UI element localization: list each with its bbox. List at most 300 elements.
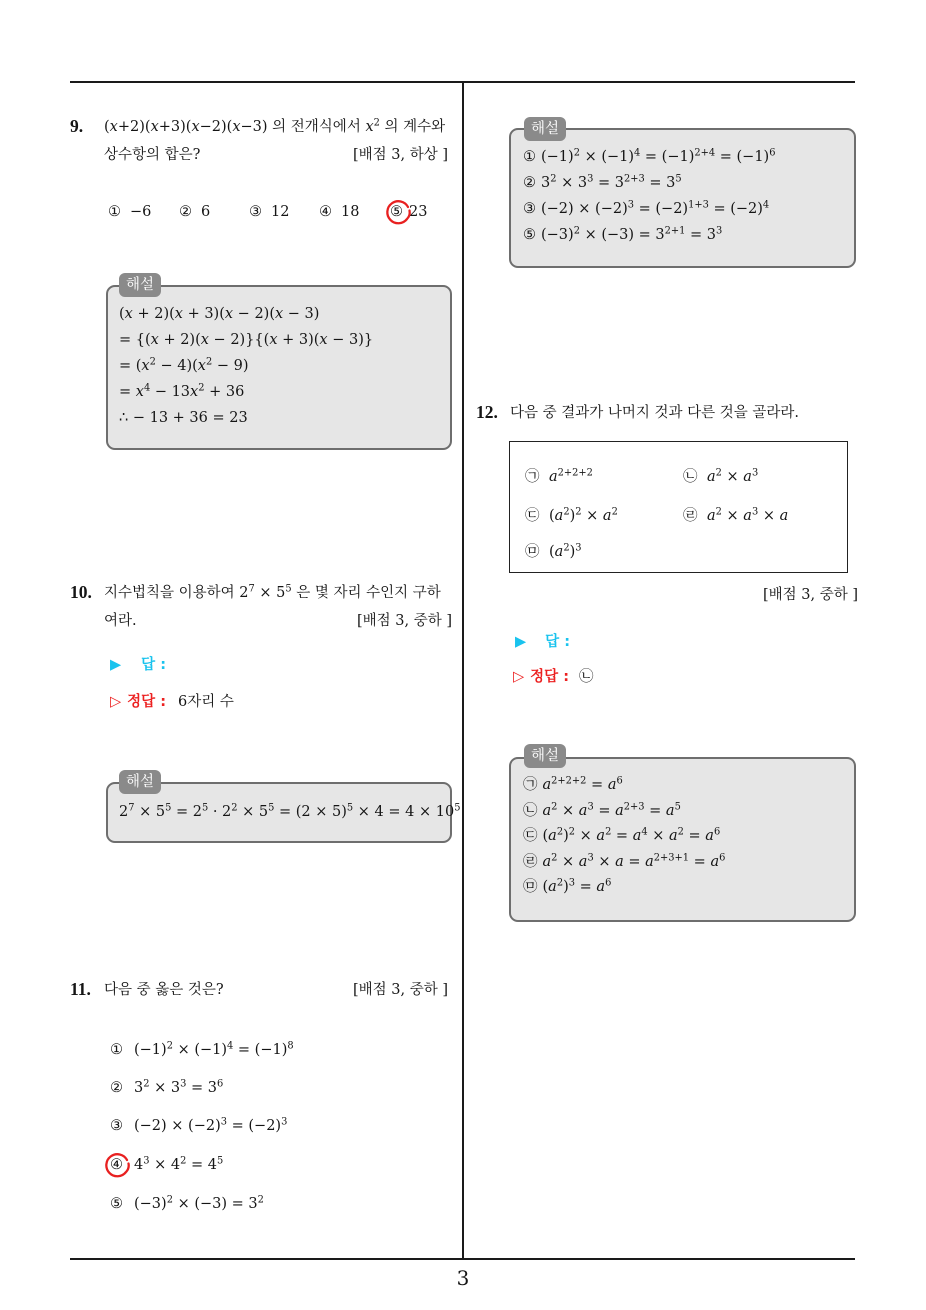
math-exponent: 2 (231, 802, 238, 814)
math-text: = (623, 853, 646, 870)
math-exponent: 2 (166, 1040, 173, 1052)
line-mark: ② (523, 175, 536, 191)
math-exponent: 3 (587, 173, 594, 185)
math-text: 3 (134, 1080, 144, 1096)
math-exponent: 2+3+1 (653, 852, 690, 864)
math-variable: x (365, 119, 374, 135)
math-variable: x (269, 332, 278, 348)
math-text: × (−3) = 3 (579, 227, 665, 243)
math-exponent: 2 (198, 382, 205, 394)
solution-line (523, 875, 843, 901)
math-text: × 5 (134, 804, 166, 820)
choice-mark: ③ (110, 1118, 123, 1134)
problem-9-choice-4 (319, 202, 359, 222)
choice-expression (134, 1042, 294, 1058)
problem-12-item-1 (525, 467, 593, 487)
math-text: × 4 = 4 × 10 (353, 804, 455, 820)
math-exponent: 4 (143, 382, 151, 394)
math-exponent: 5 (675, 173, 682, 185)
line-mark: ㉤ (523, 879, 538, 895)
solution-line (523, 170, 843, 196)
math-text: = 2 (171, 804, 202, 820)
answer-label: 답 : (545, 634, 571, 650)
math-variable: a (710, 853, 720, 870)
problem-12-answer-row (515, 632, 570, 652)
math-exponent: 4 (641, 826, 648, 838)
math-text: = (−1) (715, 149, 770, 165)
math-text: = (−2) (634, 201, 689, 217)
correct-answer-value: ㉡ (579, 669, 594, 685)
math-text: × 5 (237, 804, 269, 820)
math-text: × (647, 828, 669, 844)
math-variable: x (319, 332, 328, 348)
bottom-rule (70, 1258, 855, 1260)
item-expression (549, 469, 593, 485)
problem-11-choice-2 (110, 1078, 223, 1098)
math-exponent: 2 (149, 356, 156, 368)
problem-10-question-line-1 (104, 583, 441, 603)
solution-line (119, 327, 439, 353)
math-text: − 13 (150, 384, 191, 400)
math-text: ( (542, 879, 549, 895)
math-text: × 3 (556, 175, 588, 191)
math-text: = (−1) (233, 1042, 288, 1058)
line-expression (541, 175, 682, 191)
math-exponent: 3 (180, 1078, 187, 1090)
math-text: − 3) (283, 306, 320, 322)
math-exponent: 3 (751, 467, 759, 479)
item-mark: ㉡ (683, 469, 698, 485)
problem-12-question: 다음 중 결과가 나머지 것과 다른 것을 골라라. (510, 405, 799, 421)
item-mark: ㉠ (525, 469, 540, 485)
math-exponent: 3 (716, 225, 723, 237)
line-expression (543, 803, 681, 819)
correct-answer-label: 정답 : (530, 669, 570, 685)
math-text: × 3 (149, 1080, 181, 1096)
choice-mark: ① (108, 204, 121, 220)
math-text: = (−2) (708, 201, 763, 217)
problem-12-solution-label: 해설 (524, 744, 566, 768)
math-exponent: 3 (568, 877, 576, 889)
correct-answer-arrow-icon: ▷ (513, 669, 525, 685)
math-text: × 4 (149, 1157, 181, 1173)
line-mark: ③ (523, 201, 536, 217)
math-variable: a (707, 469, 716, 485)
math-text: ) (569, 508, 576, 524)
math-exponent: 7 (248, 583, 255, 595)
math-exponent: 1+3 (688, 199, 709, 211)
math-text: 3 (541, 175, 551, 191)
math-text: × (−3) = 3 (172, 1196, 258, 1212)
math-text: = 3 (593, 175, 624, 191)
math-text: · 2 (208, 804, 232, 820)
item-expression (707, 508, 788, 524)
choice-mark: ① (110, 1042, 123, 1058)
solution-line (119, 799, 461, 825)
problem-11-choice-3 (110, 1116, 287, 1136)
math-text: = (593, 802, 616, 819)
math-text: + 2)( (158, 332, 201, 348)
red-answer-circle-icon (102, 1150, 132, 1180)
choice-value: 12 (271, 204, 290, 220)
math-exponent: 2+2+2 (551, 775, 587, 787)
math-exponent: 2 (143, 1078, 150, 1090)
math-text: = (611, 828, 633, 844)
math-exponent: 2 (677, 826, 684, 838)
math-exponent: 3 (587, 852, 594, 864)
problem-12-item-2 (683, 467, 758, 487)
answer-arrow-icon: ▶ (110, 657, 122, 673)
math-exponent: 6 (769, 147, 776, 159)
math-text: × (575, 828, 597, 844)
math-exponent: 6 (713, 826, 721, 838)
math-text: = ( (119, 358, 142, 374)
math-variable: x (275, 306, 284, 322)
math-variable: x (150, 119, 159, 135)
line-expression (543, 879, 612, 895)
math-variable: x (224, 306, 234, 322)
math-text: × 5 (254, 585, 286, 601)
page-number: 3 (456, 1266, 470, 1290)
math-exponent: 3 (627, 199, 635, 211)
math-variable: x (191, 119, 200, 135)
math-exponent: 2 (575, 506, 582, 518)
item-mark: ㉤ (525, 544, 540, 560)
choice-mark: ⑤ (390, 204, 403, 220)
math-variable: x (232, 119, 241, 135)
math-text: = (586, 777, 608, 793)
math-exponent: 3 (575, 542, 582, 554)
math-exponent: 2 (563, 542, 570, 554)
math-variable: a (542, 853, 552, 870)
problem-12-number: 12. (476, 402, 498, 422)
math-text: + 3)( (182, 306, 225, 322)
math-exponent: 6 (719, 852, 726, 864)
correct-answer-value: 6자리 수 (178, 694, 234, 710)
problem-10-score: [배점 3, 중하 ] (356, 613, 452, 629)
math-exponent: 8 (287, 1040, 294, 1052)
math-variable: a (549, 469, 558, 485)
math-variable: a (607, 777, 617, 793)
line-expression (543, 777, 623, 793)
line-mark: ㉡ (523, 802, 538, 819)
math-text: = (644, 802, 666, 819)
math-text: = (683, 828, 706, 844)
math-text: × (−1) (579, 149, 635, 165)
math-variable: x (197, 358, 206, 374)
math-text: ) (563, 828, 569, 844)
line-mark: ⑤ (523, 227, 536, 243)
math-variable: a (554, 508, 564, 524)
math-exponent: 2 (573, 147, 580, 159)
choice-expression (134, 1196, 264, 1212)
math-variable: a (707, 508, 716, 524)
problem-11-choice-5 (110, 1194, 264, 1214)
item-mark: ㉣ (683, 508, 698, 524)
math-text: (−1) (541, 149, 574, 165)
math-variable: a (743, 508, 752, 524)
math-exponent: 2 (573, 225, 580, 237)
problem-11-question: 다음 중 옳은 것은? (104, 982, 224, 998)
math-exponent: 3 (587, 801, 594, 813)
math-text: 4 (134, 1157, 144, 1173)
math-exponent: 2+1 (664, 225, 686, 237)
math-variable: a (554, 544, 564, 560)
math-text: × (−1) (172, 1042, 228, 1058)
line-expression (541, 149, 775, 165)
math-text: = 4 (186, 1157, 217, 1173)
math-text: + 3)( (277, 332, 320, 348)
solution-line (523, 824, 843, 850)
math-exponent: 5 (454, 802, 461, 814)
math-text: (−2) × (−2) (541, 201, 628, 217)
problem-12-correct-answer-row (513, 667, 594, 687)
math-text: = (−2) (227, 1118, 282, 1134)
math-exponent: 3 (751, 506, 759, 518)
math-variable: x (141, 358, 150, 374)
solution-line (523, 799, 843, 825)
choice-mark: ③ (249, 204, 262, 220)
math-text: ( (549, 508, 555, 524)
problem-10-question-line-2: 여라. (104, 613, 137, 629)
math-exponent: 6 (216, 1078, 224, 1090)
choice-mark: ⑤ (110, 1196, 123, 1212)
math-text: + 2)( (132, 306, 175, 322)
math-exponent: 2 (166, 1194, 173, 1206)
math-exponent: 5 (268, 802, 275, 814)
line-mark: ㉢ (523, 828, 538, 844)
math-text: × (758, 508, 780, 524)
math-variable: x (174, 306, 183, 322)
math-exponent: 2 (556, 826, 564, 838)
math-variable: a (542, 777, 552, 793)
math-exponent: 2 (715, 467, 722, 479)
problem-11-choice-1 (110, 1040, 294, 1060)
line-expression (541, 227, 722, 243)
choice-mark: ② (179, 204, 192, 220)
math-exponent: 2+3 (623, 801, 645, 813)
math-variable: x (150, 332, 159, 348)
math-exponent: 3 (143, 1155, 150, 1167)
math-text: ) (569, 544, 576, 560)
problem-11-solution-box (509, 128, 856, 268)
math-text: − 2)( (233, 306, 275, 322)
column-divider (462, 82, 464, 1259)
math-variable: a (578, 802, 588, 819)
choice-mark: ② (110, 1080, 123, 1096)
item-expression (549, 508, 618, 524)
math-exponent: 2 (205, 356, 213, 368)
solution-line (119, 379, 439, 405)
math-exponent: 2 (568, 826, 576, 838)
line-mark: ㉣ (523, 853, 538, 870)
correct-answer-label: 정답 : (127, 694, 167, 710)
problem-11-number: 11. (70, 979, 91, 999)
math-exponent: 6 (605, 877, 612, 889)
solution-line (119, 353, 439, 379)
math-exponent: 2 (180, 1155, 187, 1167)
math-variable: x (200, 332, 209, 348)
math-exponent: 2+3 (623, 173, 645, 185)
math-text: = (2 × 5) (274, 804, 347, 820)
math-text: = (119, 384, 136, 400)
math-text: + 36 (204, 384, 245, 400)
item-expression (549, 544, 582, 560)
math-exponent: 5 (201, 802, 209, 814)
math-text: − 2)}{( (208, 332, 270, 348)
problem-9-number: 9. (70, 116, 84, 136)
math-text: +3)( (158, 119, 192, 135)
math-exponent: 4 (634, 147, 641, 159)
math-text: × (581, 508, 603, 524)
math-exponent: 3 (220, 1116, 228, 1128)
answer-arrow-icon: ▶ (515, 634, 527, 650)
line-expression (543, 854, 726, 870)
math-text: (−3) (541, 227, 574, 243)
math-text: × (593, 853, 616, 870)
math-text: = 3 (644, 175, 676, 191)
math-text: 은 몇 자리 수인지 구하 (291, 585, 441, 601)
math-exponent: 2 (257, 1194, 264, 1206)
math-variable: a (665, 802, 675, 819)
problem-12-item-5 (525, 542, 582, 562)
problem-9-solution-box (106, 285, 452, 450)
math-text: × (721, 469, 744, 485)
math-text: 지수법칙을 이용하여 2 (104, 585, 249, 601)
math-exponent: 2 (551, 852, 558, 864)
choice-value: −6 (130, 204, 152, 220)
answer-label: 답 : (141, 657, 167, 673)
math-variable: a (578, 853, 588, 870)
choice-value: 18 (341, 204, 360, 220)
math-text: × (557, 853, 579, 870)
math-text: (−1) (134, 1042, 167, 1058)
choice-expression (134, 1080, 223, 1096)
math-exponent: 4 (762, 199, 770, 211)
solution-line (523, 196, 843, 222)
solution-line (523, 144, 843, 170)
line-mark: ① (523, 149, 536, 165)
math-exponent: 2 (551, 801, 558, 813)
math-text: −3) 의 전개식에서 (240, 119, 366, 135)
math-text: × (721, 508, 744, 524)
math-exponent: 5 (674, 801, 681, 813)
solution-line (119, 301, 439, 327)
solution-line (523, 773, 843, 799)
solution-line (119, 405, 439, 431)
math-text: (−3) (134, 1196, 167, 1212)
math-exponent: 5 (346, 802, 354, 814)
math-variable: x (124, 306, 133, 322)
line-expression (541, 201, 769, 217)
problem-9-choice-3 (249, 202, 289, 222)
math-variable: a (548, 879, 557, 895)
red-answer-circle-icon (383, 197, 413, 227)
math-variable: a (542, 802, 552, 819)
math-text: (−2) × (−2) (134, 1118, 221, 1134)
item-expression (707, 469, 758, 485)
math-variable: a (705, 828, 714, 844)
math-exponent: 2+2+2 (557, 467, 593, 479)
math-text: −2)( (199, 119, 233, 135)
math-text: = 3 (186, 1080, 217, 1096)
choice-value: 23 (409, 204, 428, 220)
math-text: − 4)( (155, 358, 198, 374)
problem-10-solution-label: 해설 (119, 770, 161, 794)
problem-10-answer-row (110, 655, 166, 675)
problem-9-score: [배점 3, 하상 ] (352, 147, 448, 163)
problem-9-question-line-2: 상수항의 합은? (104, 147, 201, 163)
math-exponent: 2 (605, 826, 612, 838)
math-exponent: 2 (563, 506, 570, 518)
math-exponent: 4 (227, 1040, 234, 1052)
problem-9-choice-2 (179, 202, 210, 222)
math-text: × (557, 802, 579, 819)
problem-12-solution-box (509, 757, 856, 922)
math-exponent: 3 (281, 1116, 288, 1128)
math-text: = 3 (685, 227, 716, 243)
math-exponent: 7 (128, 802, 135, 814)
math-variable: a (743, 469, 752, 485)
math-text: ( (119, 306, 125, 322)
problem-10-correct-answer-row (110, 692, 234, 712)
math-exponent: 5 (285, 583, 292, 595)
problem-11-score: [배점 3, 중하 ] (352, 982, 448, 998)
math-exponent: 2 (715, 506, 722, 518)
math-text: = (−1) (640, 149, 695, 165)
math-text: − 3)} (327, 332, 374, 348)
problem-11-solution-label: 해설 (524, 117, 566, 141)
math-text: − 9) (212, 358, 249, 374)
choice-value: 6 (201, 204, 211, 220)
math-text: = (689, 853, 711, 870)
math-variable: a (669, 828, 678, 844)
math-exponent: 2 (611, 506, 618, 518)
problem-10-number: 10. (70, 582, 92, 602)
problem-12-score: [배점 3, 중하 ] (762, 587, 858, 603)
math-text: = (575, 879, 597, 895)
math-variable: x (135, 384, 144, 400)
problem-12-item-4 (683, 506, 788, 526)
math-text: ( (549, 544, 555, 560)
correct-answer-arrow-icon: ▷ (110, 694, 122, 710)
line-expression (543, 828, 721, 844)
math-text: ∴ − 13 + 36 = 23 (119, 410, 248, 426)
math-variable: a (602, 508, 612, 524)
solution-line (523, 222, 843, 248)
problem-9-solution-label: 해설 (119, 273, 161, 297)
choice-mark: ④ (319, 204, 332, 220)
problem-12-item-3 (525, 506, 618, 526)
math-variable: x (109, 119, 118, 135)
math-variable: a (615, 853, 624, 870)
math-text: +2)( (117, 119, 151, 135)
math-text: 2 (119, 804, 129, 820)
choice-expression (134, 1118, 287, 1134)
math-variable: a (615, 802, 624, 819)
problem-9-question-line-1 (104, 117, 445, 137)
math-text: ( (542, 828, 549, 844)
math-text: ( (104, 119, 110, 135)
problem-9-choice-1 (108, 202, 151, 222)
line-mark: ㉠ (523, 777, 538, 793)
math-exponent: 2 (550, 173, 557, 185)
math-exponent: 5 (165, 802, 172, 814)
math-text: ) (563, 879, 569, 895)
item-mark: ㉢ (525, 508, 540, 524)
choice-expression (134, 1157, 223, 1173)
math-exponent: 5 (216, 1155, 224, 1167)
